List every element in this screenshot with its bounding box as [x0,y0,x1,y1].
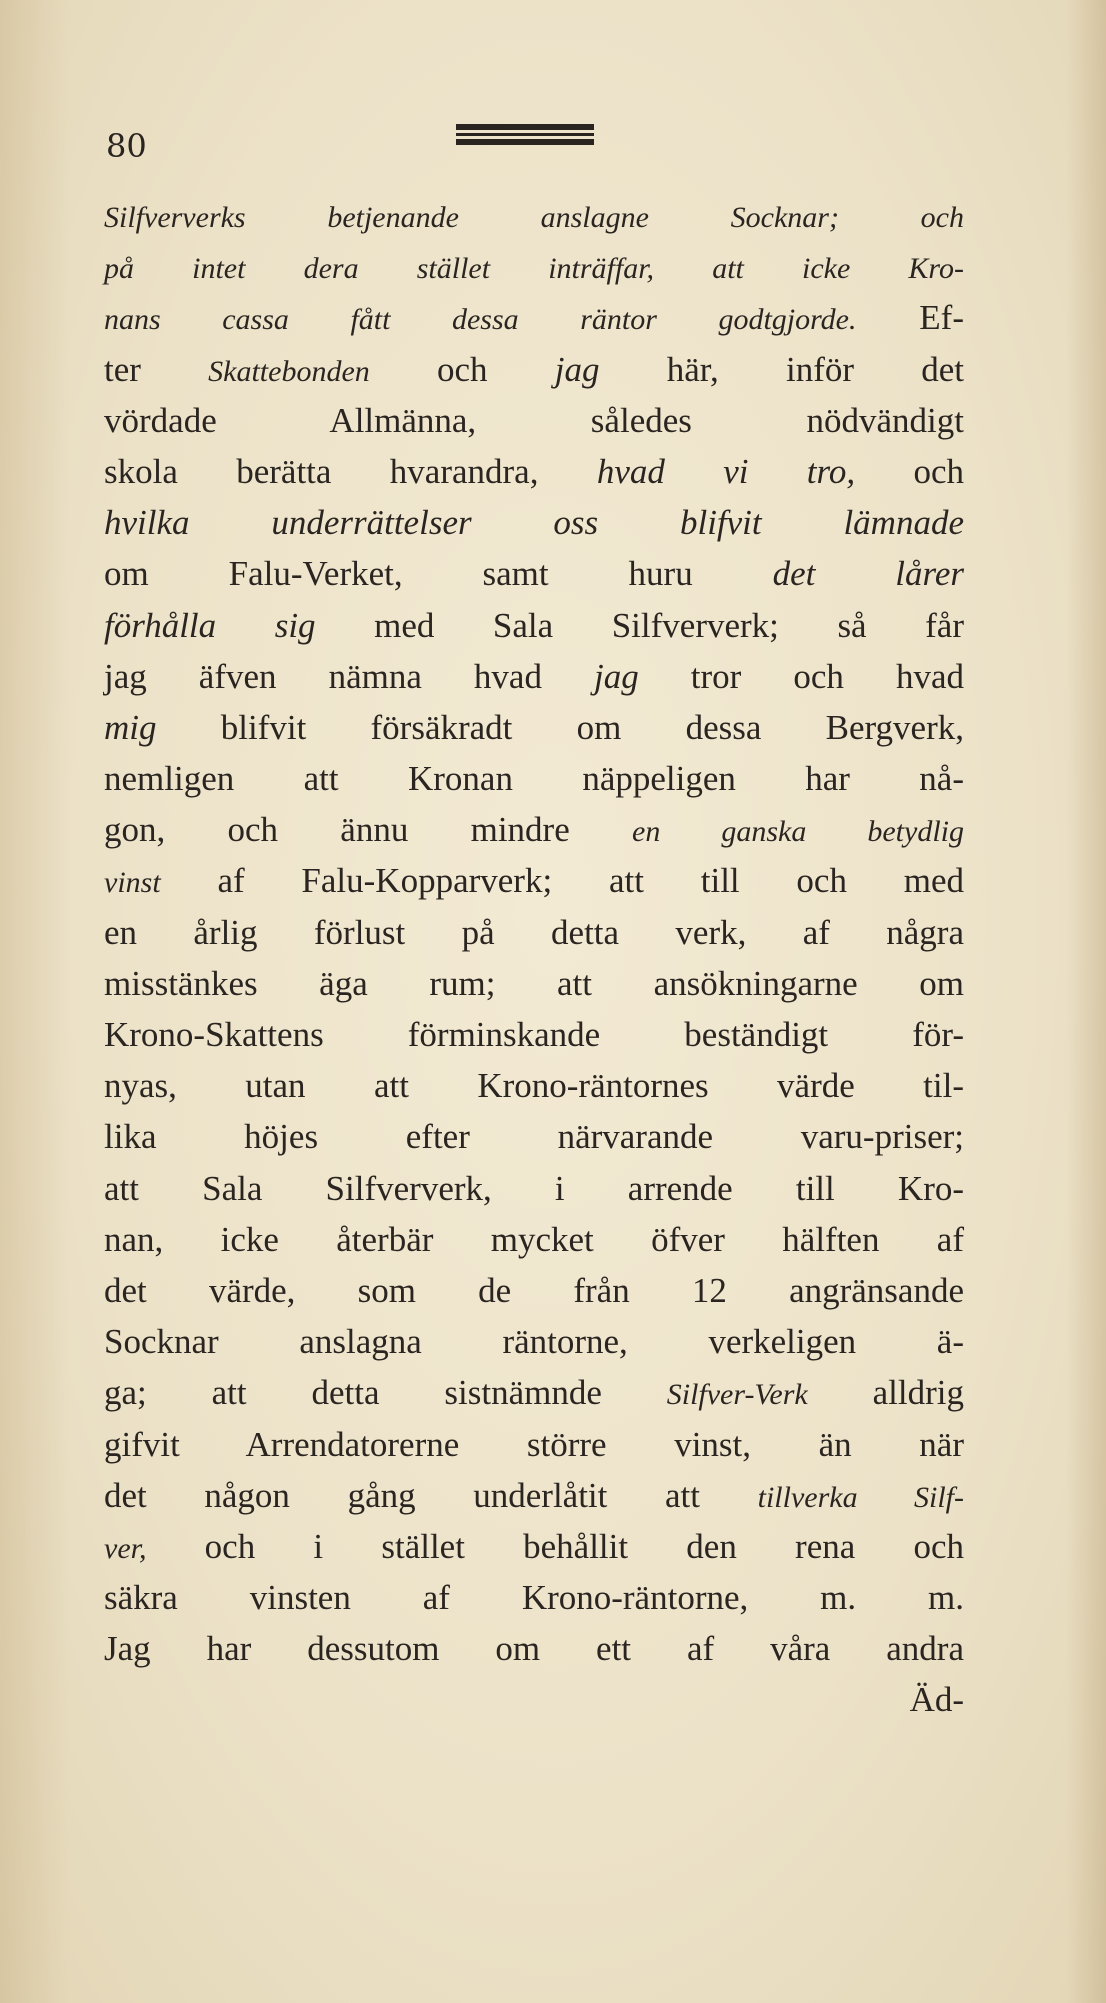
header-ornament-rule [456,124,594,150]
text-line [104,241,964,292]
text-line [104,1009,964,1060]
text-segment: misstänkes äga rum; att ansökningarne om [104,963,964,1003]
italic-text-segment: hvad vi tro, [596,451,856,491]
text-line [104,1111,964,1162]
text-segment: tror och hvad [638,656,965,696]
text-line [104,190,964,241]
text-segment: här, inför det [599,349,964,389]
text-line [104,1674,964,1725]
text-segment: Jag har dessutom om ett af våra andra [104,1629,964,1669]
text-line [104,958,964,1009]
text-line [104,1419,964,1470]
italic-text-segment: tillverka Silf- [757,1480,964,1514]
text-line [104,651,964,702]
page-edge-shading-left [0,0,70,2003]
text-segment: om Falu-Verket, samt huru [104,554,773,594]
italic-text-segment: mig [104,707,157,747]
italic-text-segment: på intet dera stället inträffar, att icke Kro- [104,252,964,286]
text-line [104,548,964,599]
text-segment: det värde, som de från 12 angränsande [104,1270,964,1310]
italic-text-segment: förhålla sig [104,605,316,645]
text-line [104,1265,964,1316]
text-segment: Krono-Skattens förminskande beständigt för- [104,1015,964,1054]
text-segment: och i stället behållit den rena och [146,1526,964,1566]
text-line [104,292,964,343]
text-segment: vördade Allmänna, således nödvändigt [104,400,964,440]
text-segment: en årlig förlust på detta verk, af några [104,912,964,952]
text-line [104,1521,964,1572]
text-segment: ter [104,349,209,389]
text-line [104,1367,964,1418]
text-segment: gifvit Arrendatorerne större vinst, än när [104,1424,964,1464]
text-segment: Äd- [909,1680,964,1720]
text-segment: alldrig [807,1373,964,1413]
italic-text-segment: nans cassa fått dessa räntor godtgjorde. [104,303,857,337]
text-line [104,1214,964,1265]
text-segment: och [855,451,964,491]
text-segment: af Falu-Kopparverk; att till och med [160,861,964,901]
italic-text-segment: Silfververks betjenande anslagne Socknar; och [104,201,964,234]
text-line [104,753,964,804]
text-segment: med Sala Silfververk; så får [315,605,964,645]
text-segment: gon, och ännu mindre [104,810,633,850]
text-line [104,344,964,395]
body-text [104,190,964,1726]
text-line [104,702,964,753]
text-line [104,446,964,497]
text-segment: lika höjes efter närvarande varu-priser; [104,1117,964,1157]
text-line [104,907,964,958]
italic-text-segment: det lårer [772,554,964,594]
text-line [104,497,964,548]
text-line [104,1572,964,1623]
text-line [104,1316,964,1367]
text-line [104,1060,964,1111]
text-segment: Ef- [856,298,964,338]
text-segment: nyas, utan att Krono-räntornes värde til- [104,1066,964,1106]
text-line [104,855,964,906]
text-segment: skola berätta hvarandra, [104,451,597,491]
italic-text-segment: vinst [104,866,161,900]
page-edge-shading-right [1066,0,1106,2003]
italic-text-segment: ver, [104,1531,147,1565]
text-segment: nan, icke återbär mycket öfver hälften af [104,1219,964,1259]
text-line [104,600,964,651]
text-line [104,1163,964,1214]
text-segment: nemligen att Kronan näppeligen har nå- [104,759,964,799]
italic-text-segment: jag [554,349,600,389]
text-line [104,395,964,446]
text-line [104,1470,964,1521]
italic-text-segment: jag [594,656,639,696]
text-segment: jag äfven nämna hvad [104,656,595,696]
text-segment: säkra vinsten af Krono-räntorne, m. m. [104,1578,964,1618]
italic-text-segment: Silfver-Verk [666,1378,808,1412]
text-segment: det någon gång underlåtit att [104,1475,758,1515]
italic-text-segment: en ganska betydlig [632,815,964,849]
text-line [104,1623,964,1674]
text-segment: ga; att detta sistnämnde [104,1373,667,1413]
text-segment: och [369,349,555,389]
text-segment: att Sala Silfververk, i arrende till Kro- [104,1168,964,1208]
text-segment: Socknar anslagna räntorne, verkeligen ä- [104,1322,964,1362]
text-segment: blifvit försäkradt om dessa Bergverk, [156,707,964,747]
text-line [104,804,964,855]
italic-text-segment: hvilka underrättelser oss blifvit lämnade [104,503,964,543]
page-number: 80 [106,127,147,165]
italic-text-segment: Skattebonden [208,354,370,388]
